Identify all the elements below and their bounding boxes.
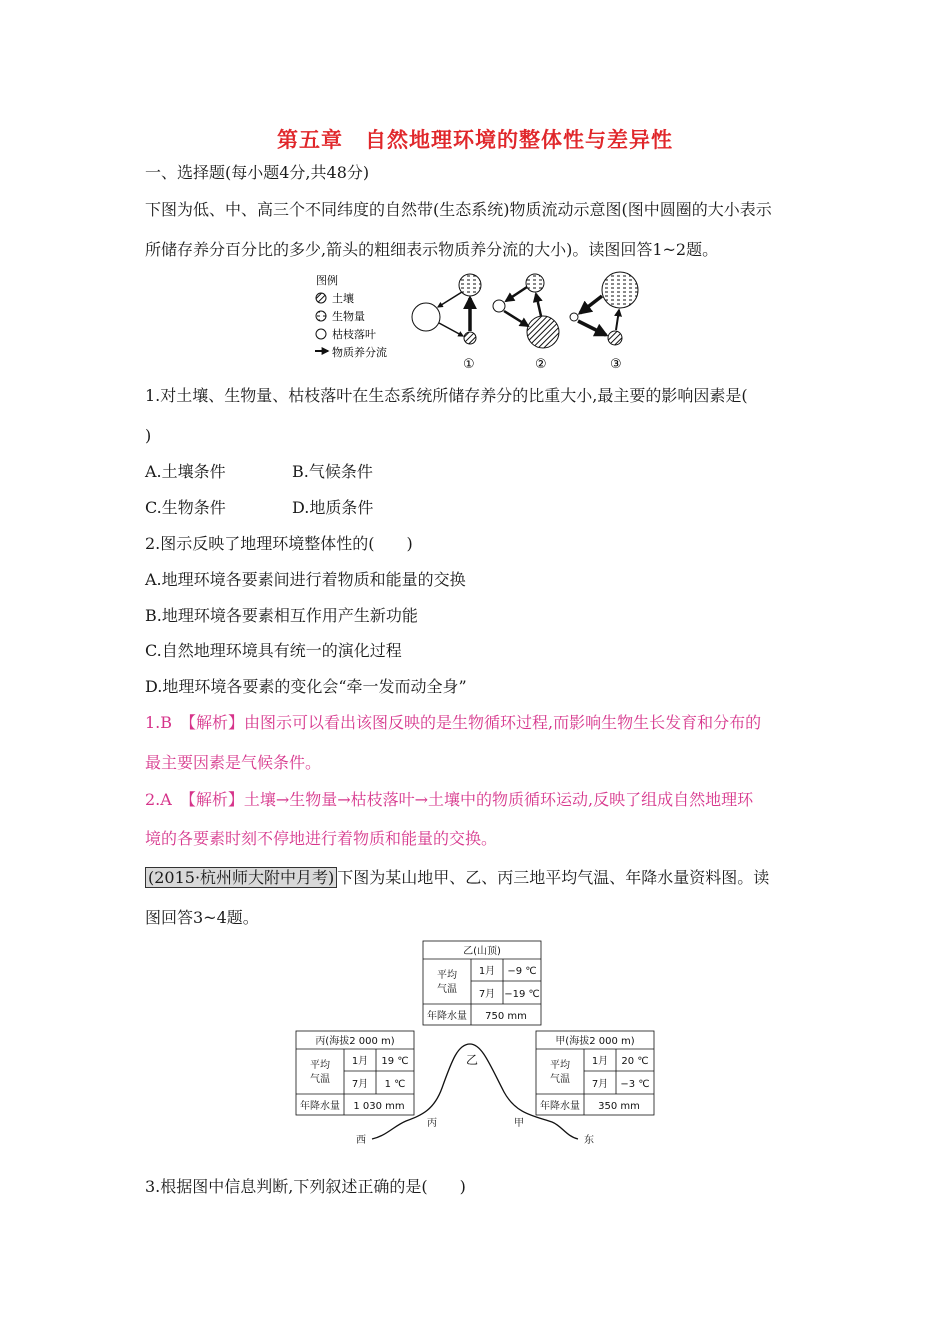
flow-arrow xyxy=(580,296,602,313)
soil-circle xyxy=(608,331,622,345)
q1-option-a[interactable]: A.土壤条件 xyxy=(145,462,226,481)
bing-rain-value: 1 030 mm xyxy=(353,1101,405,1112)
bing-month-7: 7月 xyxy=(351,1079,369,1090)
biomass-legend-icon xyxy=(316,311,326,321)
peak-label: 乙 xyxy=(466,1053,479,1067)
litter-circle xyxy=(412,303,440,331)
flow-arrow xyxy=(504,311,528,326)
yi-header: 乙(山顶) xyxy=(463,946,501,957)
litter-circle xyxy=(570,313,578,321)
litter-circle xyxy=(493,300,505,312)
q1-option-d[interactable]: D.地质条件 xyxy=(292,498,374,517)
jia-location-label: 甲 xyxy=(514,1118,524,1129)
biomass-circle xyxy=(526,274,544,292)
bing-month-1: 1月 xyxy=(351,1056,369,1067)
flow-arrow xyxy=(506,287,527,301)
bing-value-1: 19 ℃ xyxy=(381,1056,409,1067)
east-label: 东 xyxy=(584,1135,594,1146)
jia-month-1: 1月 xyxy=(591,1056,609,1067)
source-tag: (2015·杭州师大附中月考) xyxy=(145,867,337,888)
biomass-circle xyxy=(459,274,481,296)
q2-option-a[interactable]: A.地理环境各要素间进行着物质和能量的交换 xyxy=(145,570,466,589)
answer-1-head: 1.B 【解析】 xyxy=(145,713,245,732)
answer-1-line-2: 最主要因素是气候条件。 xyxy=(145,753,322,772)
yi-value-7: −19 ℃ xyxy=(504,989,540,1000)
answer-2-line-1 xyxy=(145,790,753,810)
bing-header: 丙(海拔2 000 m) xyxy=(315,1036,395,1047)
chapter-name: 自然地理环境的整体性与差异性 xyxy=(365,128,673,152)
chapter-number: 第五章 xyxy=(277,128,343,152)
nutrient-flow-diagram xyxy=(310,270,650,374)
bing-location-label: 丙 xyxy=(427,1118,437,1129)
intro-text-line-1: 下图为低、中、高三个不同纬度的自然带(生态系统)物质流动示意图(图中圆圈的大小表示 xyxy=(145,200,772,219)
jia-value-7: −3 ℃ xyxy=(620,1079,650,1090)
biomass-circle xyxy=(602,272,638,308)
diagram-2 xyxy=(493,274,559,372)
yi-rain-label: 年降水量 xyxy=(427,1011,467,1022)
flow-arrow xyxy=(616,310,619,330)
jia-month-7: 7月 xyxy=(591,1079,609,1090)
jia-temp-label-2: 气温 xyxy=(550,1074,570,1085)
flow-arrow xyxy=(438,292,462,307)
intro-text-line-2: 所储存养分百分比的多少,箭头的粗细表示物质养分流的大小)。读图回答1~2题。 xyxy=(145,240,719,259)
intro2-line-1 xyxy=(145,868,769,888)
legend-biomass: 生物量 xyxy=(332,310,365,323)
jia-rain-value: 350 mm xyxy=(598,1101,640,1112)
yi-rain-value: 750 mm xyxy=(485,1011,527,1022)
q1-stem-line-2: ) xyxy=(145,426,152,445)
soil-legend-icon xyxy=(316,293,326,303)
diagram-3 xyxy=(570,272,638,372)
mountain-climate-diagram xyxy=(294,940,658,1150)
jia-header: 甲(海拔2 000 m) xyxy=(555,1036,635,1047)
legend-litter: 枯枝落叶 xyxy=(332,328,376,341)
answer-2-head: 2.A 【解析】 xyxy=(145,790,244,809)
q1-option-c[interactable]: C.生物条件 xyxy=(145,498,226,517)
answer-2-line-2: 境的各要素时刻不停地进行着物质和能量的交换。 xyxy=(145,829,498,848)
yi-month-1: 1月 xyxy=(478,966,496,977)
q1-option-b[interactable]: B.气候条件 xyxy=(292,462,373,481)
west-label: 西 xyxy=(356,1135,366,1146)
yi-value-1: −9 ℃ xyxy=(507,966,537,977)
q1-stem-line-1: 1.对土壤、生物量、枯枝落叶在生态系统所储存养分的比重大小,最主要的影响因素是( xyxy=(145,386,748,405)
flow-arrow xyxy=(578,321,606,335)
diagram-label-3: ③ xyxy=(610,357,622,372)
intro2-line-2: 图回答3~4题。 xyxy=(145,908,259,927)
bing-value-7: 1 ℃ xyxy=(384,1079,406,1090)
answer-1-line-1 xyxy=(145,713,761,733)
jia-temp-label-1: 平均 xyxy=(550,1060,570,1071)
diagram-1 xyxy=(412,274,481,372)
yi-temp-label-1: 平均 xyxy=(437,970,457,981)
bing-temp-label-2: 气温 xyxy=(310,1074,330,1085)
q2-option-c[interactable]: C.自然地理环境具有统一的演化过程 xyxy=(145,641,402,660)
legend-flow: 物质养分流 xyxy=(332,346,387,359)
chapter-title xyxy=(0,124,950,154)
bing-temp-label-1: 平均 xyxy=(310,1060,330,1071)
litter-legend-icon xyxy=(316,329,326,339)
q3-stem: 3.根据图中信息判断,下列叙述正确的是( ) xyxy=(145,1177,466,1196)
q2-option-d[interactable]: D.地理环境各要素的变化会“牵一发而动全身” xyxy=(145,677,467,696)
diagram-label-2: ② xyxy=(535,357,547,372)
answer-2-text: 土壤→生物量→枯枝落叶→土壤中的物质循环运动,反映了组成自然地理环 xyxy=(243,790,754,809)
section-heading: 一、选择题(每小题4分,共48分) xyxy=(145,163,370,182)
yi-temp-label-2: 气温 xyxy=(437,984,457,995)
soil-circle xyxy=(464,332,476,344)
diagram-label-1: ① xyxy=(463,357,475,372)
q2-stem: 2.图示反映了地理环境整体性的( ) xyxy=(145,534,413,553)
flow-arrow xyxy=(536,294,541,316)
flow-arrow xyxy=(439,323,463,336)
intro2-text: 下图为某山地甲、乙、丙三地平均气温、年降水量资料图。读 xyxy=(337,868,770,887)
bing-rain-label: 年降水量 xyxy=(300,1101,340,1112)
q2-option-b[interactable]: B.地理环境各要素相互作用产生新功能 xyxy=(145,606,418,625)
q1-option-row-2 xyxy=(145,498,374,518)
yi-month-7: 7月 xyxy=(478,989,496,1000)
legend-title: 图例 xyxy=(316,274,338,287)
answer-1-text: 由图示可以看出该图反映的是生物循环过程,而影响生物生长发育和分布的 xyxy=(244,713,762,732)
q1-option-row-1 xyxy=(145,462,373,482)
soil-circle xyxy=(527,316,559,348)
jia-value-1: 20 ℃ xyxy=(621,1056,649,1067)
jia-rain-label: 年降水量 xyxy=(540,1101,580,1112)
legend-soil: 土壤 xyxy=(332,292,354,305)
